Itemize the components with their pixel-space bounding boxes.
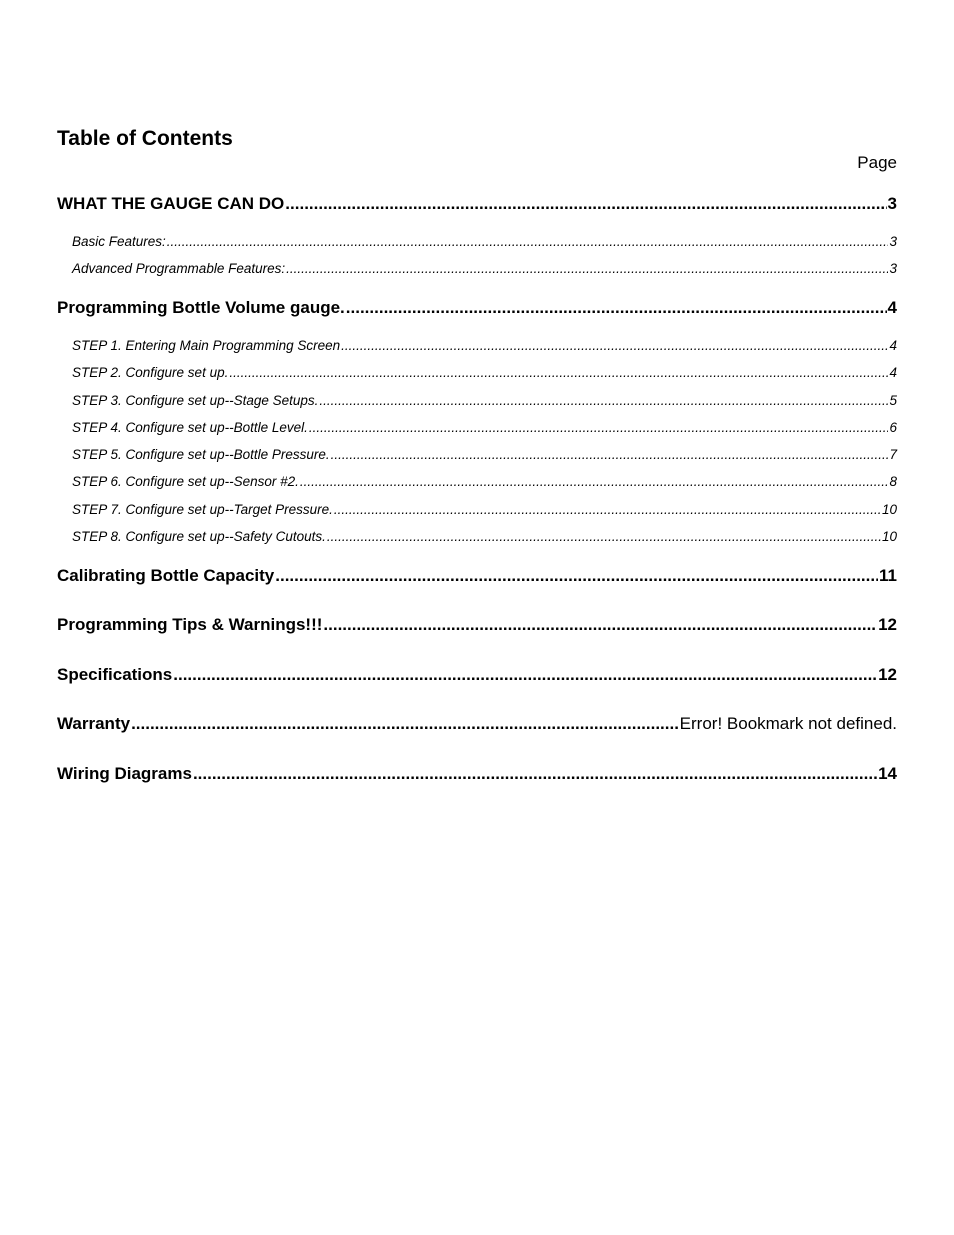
- dot-leader: [327, 529, 881, 544]
- dot-leader: [286, 261, 888, 276]
- dot-leader: [346, 298, 887, 318]
- toc-entry-page: 4: [887, 298, 897, 317]
- toc-entry-warranty[interactable]: [57, 714, 897, 734]
- toc-entry-text: STEP 8. Configure set up--Safety Cutouts.: [72, 529, 326, 544]
- dot-leader: [131, 714, 679, 734]
- dot-leader: [331, 447, 889, 462]
- dot-leader: [319, 393, 888, 408]
- toc-entry-page: 10: [881, 529, 897, 544]
- toc-entry-specifications[interactable]: [57, 665, 897, 685]
- toc-entry-page: 14: [878, 764, 897, 783]
- toc-entry-programming-tips[interactable]: [57, 615, 897, 635]
- page-column-header: Page: [857, 153, 897, 172]
- toc-entry-page: 12: [878, 665, 897, 684]
- toc-entry-page: 6: [889, 420, 897, 435]
- dot-leader: [193, 764, 877, 784]
- toc-entry-advanced-features[interactable]: [72, 261, 897, 276]
- toc-entry-what-the-gauge-can-do[interactable]: [57, 194, 897, 214]
- dot-leader: [285, 194, 886, 214]
- toc-entry-page: 7: [889, 447, 897, 462]
- toc-entry-step-3[interactable]: [72, 393, 897, 408]
- toc-entry-step-1[interactable]: [72, 338, 897, 353]
- dot-leader: [323, 615, 877, 635]
- toc-entry-step-5[interactable]: [72, 447, 897, 462]
- dot-leader: [173, 665, 877, 685]
- dot-leader: [229, 365, 888, 380]
- toc-entry-page-error: Error! Bookmark not defined.: [679, 714, 897, 733]
- toc-entry-text: Specifications: [57, 665, 173, 684]
- toc-entry-page: 4: [889, 338, 897, 353]
- toc-entry-page: 12: [878, 615, 897, 634]
- toc-entry-step-4[interactable]: [72, 420, 897, 435]
- toc-entry-text: Warranty: [57, 714, 131, 733]
- toc-entry-text: Wiring Diagrams: [57, 764, 192, 783]
- toc-entry-page: 10: [881, 502, 897, 517]
- toc-entry-text: Programming Tips & Warnings!!!: [57, 615, 323, 634]
- toc-entry-text: WHAT THE GAUGE CAN DO: [57, 194, 285, 213]
- toc-entry-calibrating-bottle-capacity[interactable]: [57, 566, 897, 586]
- toc-entry-text: Programming Bottle Volume gauge.: [57, 298, 345, 317]
- toc-entry-text: Basic Features:: [72, 234, 166, 249]
- toc-entry-page: 3: [887, 194, 897, 213]
- toc-entry-text: STEP 5. Configure set up--Bottle Pressure.: [72, 447, 330, 462]
- toc-entry-page: 3: [889, 234, 897, 249]
- toc-entry-programming-bottle-volume[interactable]: [57, 298, 897, 318]
- toc-entry-text: STEP 7. Configure set up--Target Pressure.: [72, 502, 333, 517]
- toc-entry-text: STEP 2. Configure set up.: [72, 365, 229, 380]
- dot-leader: [309, 420, 889, 435]
- toc-entry-text: Calibrating Bottle Capacity: [57, 566, 275, 585]
- dot-leader: [275, 566, 878, 586]
- toc-entry-step-8[interactable]: [72, 529, 897, 544]
- dot-leader: [167, 234, 889, 249]
- toc-entry-text: STEP 4. Configure set up--Bottle Level.: [72, 420, 308, 435]
- toc-title: Table of Contents: [57, 127, 233, 150]
- dot-leader: [300, 474, 889, 489]
- toc-entry-wiring-diagrams[interactable]: [57, 764, 897, 784]
- toc-entry-text: STEP 6. Configure set up--Sensor #2.: [72, 474, 299, 489]
- toc-entry-text: STEP 3. Configure set up--Stage Setups.: [72, 393, 319, 408]
- toc-entry-page: 5: [889, 393, 897, 408]
- dot-leader: [341, 338, 888, 353]
- toc-entry-page: 3: [889, 261, 897, 276]
- toc-entry-step-6[interactable]: [72, 474, 897, 489]
- toc-entry-text: STEP 1. Entering Main Programming Screen: [72, 338, 341, 353]
- toc-entry-step-7[interactable]: [72, 502, 897, 517]
- toc-entry-page: 4: [889, 365, 897, 380]
- toc-entry-page: 11: [879, 566, 897, 585]
- toc-entry-step-2[interactable]: [72, 365, 897, 380]
- toc-entry-page: 8: [889, 474, 897, 489]
- toc-entry-text: Advanced Programmable Features:: [72, 261, 286, 276]
- dot-leader: [334, 502, 881, 517]
- toc-entry-basic-features[interactable]: [72, 234, 897, 249]
